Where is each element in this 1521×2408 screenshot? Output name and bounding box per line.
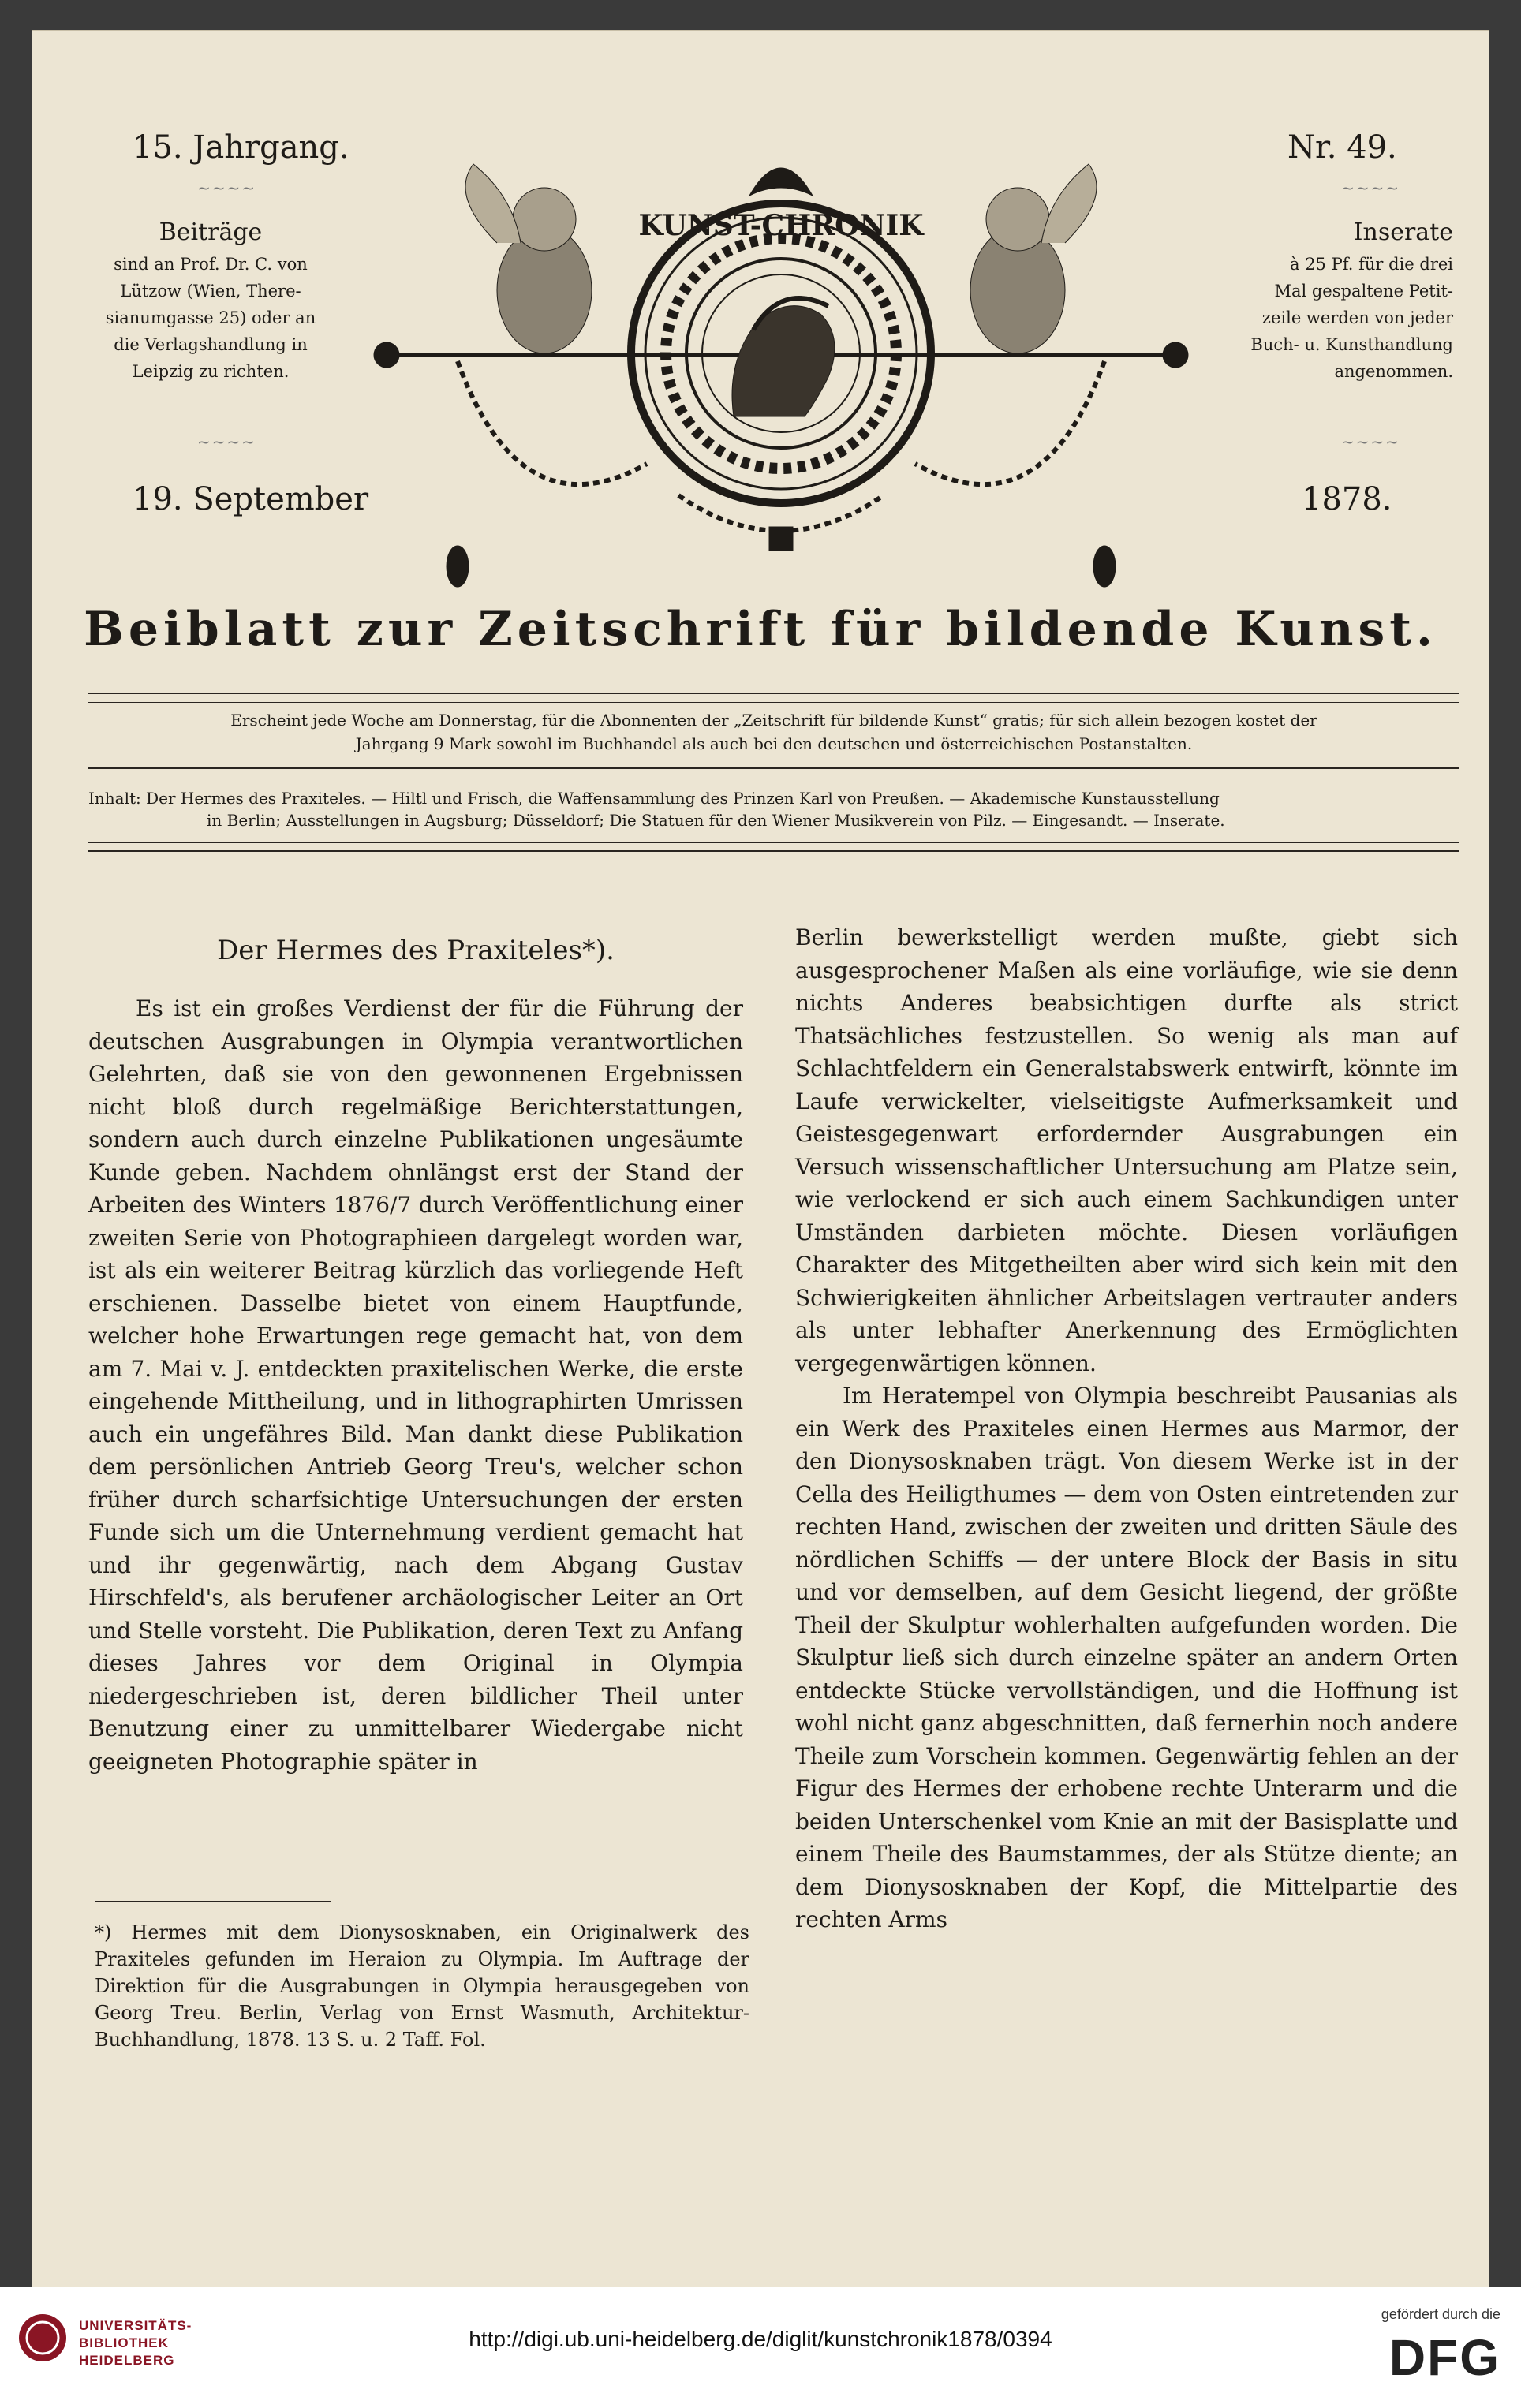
viewer-footer [0, 2287, 1521, 2408]
advertisement-line: angenommen. [1334, 362, 1453, 381]
contributions-line: sind an Prof. Dr. C. von [114, 255, 308, 274]
contributions-line: die Verlagshandlung in [114, 335, 308, 354]
ornament-dash: ~~~~ [197, 178, 257, 197]
contributions-heading: Beiträge [159, 218, 263, 246]
publication-notice-line: Jahrgang 9 Mark sowohl im Buchhandel als auch bei den deutschen und österreichischen Postanstalten. [355, 734, 1193, 753]
divider [88, 702, 1459, 703]
issue-date: 19. September [133, 481, 369, 517]
divider [88, 850, 1459, 852]
ornament-dash: ~~~~ [1341, 432, 1401, 451]
university-name-line: BIBLIOTHEK [79, 2335, 169, 2350]
ornament-dash: ~~~~ [1341, 178, 1401, 197]
masthead-title: Beiblatt zur Zeitschrift für bildende Kunst. [84, 602, 1437, 657]
publication-notice [88, 708, 1459, 756]
issue-year: 1878. [1302, 481, 1392, 517]
volume-label: 15. Jahrgang. [133, 129, 349, 166]
advertisement-line: Mal gespaltene Petit- [1274, 282, 1453, 301]
dfg-logo: DFG [1388, 2329, 1500, 2386]
table-of-contents [88, 787, 1459, 831]
article-paragraph: Im Heratempel von Olympia beschreibt Pausanias als ein Werk des Praxiteles einen Hermes aus Marmor, der den Dionysosknaben trägt. Von diesem Werke ist in der Cella des Heiligthumes — dem von Osten eintretenden zur rechten Hand, zwischen der zweiten und dritten Säule des nördlichen Schiffs — der untere Block der Basis in situ und vor demselben, auf dem Gesicht liegend, der größte Theil der Skulptur wohlerhalten aufgefunden worden. Die Skulptur ließ sich durch einzelne später an andern Orten entdeckte Stücke vervollständigen, und die Hoffnung ist wohl nicht ganz abgeschnitten, daß fernerhin noch andere Theile zum Vorschein kommen. Gegenwärtig fehlen an der Figur des Hermes der erhobene rechte Unterarm und die beiden Unterschenkel vom Knie an mit der Basisplatte und einem Theile des Baumstammes, der als Stütze diente; an dem Dionysosknaben der Kopf, die Mittelpartie des rechten Arms [795, 1383, 1458, 1932]
advertisement-box [1215, 219, 1453, 385]
contributions-line: sianumgasse 25) oder an [105, 308, 316, 327]
ornament-dash: ~~~~ [197, 432, 257, 451]
contributions-line: Lützow (Wien, There- [120, 282, 301, 301]
toc-line: in Berlin; Ausstellungen in Augsburg; Düsseldorf; Die Statuen für den Wiener Musikverein von Pilz. — Eingesandt. — Inserate. [207, 811, 1225, 830]
advertisement-line: Buch- u. Kunsthandlung [1250, 335, 1453, 354]
divider [88, 767, 1459, 769]
advertisement-line: zeile werden von jeder [1261, 308, 1453, 327]
divider [88, 842, 1459, 843]
divider [88, 693, 1459, 694]
contributions-line: Leipzig zu richten. [132, 362, 290, 381]
article-title: Der Hermes des Praxiteles*). [217, 935, 615, 966]
toc-line: Inhalt: Der Hermes des Praxiteles. — Hiltl und Frisch, die Waffensammlung des Prinzen Karl von Preußen. — Akademische Kunstausstellung [88, 789, 1220, 808]
permalink[interactable]: http://digi.ub.uni-heidelberg.de/diglit/kunstchronik1878/0394 [469, 2327, 1052, 2351]
article-paragraph: Berlin bewerkstelligt werden mußte, giebt sich ausgesprochener Maßen als eine vorläufige, wie sie denn nichts Anderes beabsichtigen durfte als strict Thatsächliches festzustellen. So wenig als man auf Schlachtfeldern ein Generalstabswerk entwirft, könnte im Laufe verwickelter, vielseitigste Aufmerksamkeit und Geistesgegenwart erfordernder Ausgrabungen ein Versuch wissenschaftlicher Untersuchung am Platze sein, wie verlockend er sich auch einem Sachkundigen unter Umständen darbieten möchte. Diesen vorläufigen Charakter des Mitgetheilten aber wird sich kein mit den Schwierigkeiten ähnlicher Arbeitslagen vertrauter anders als unter lebhafter Anerkennung des Ermöglichten vergegenwärtigen können. [795, 924, 1458, 1376]
contributions-box [88, 219, 333, 385]
footnote-rule [95, 1901, 331, 1902]
emblem-label: KUNST-CHRONIK [638, 209, 924, 242]
footnote: *) Hermes mit dem Dionysosknaben, ein Originalwerk des Praxiteles gefunden im Heraion zu Olympia. Im Auftrage der Direktion für die Ausgrabungen in Olympia herausgegeben von Georg Treu. Berlin, Verlag von Ernst Wasmuth, Architektur-Buchhandlung, 1878. 13 S. u. 2 Taff. Fol. [95, 1921, 749, 2051]
publication-notice-line: Erscheint jede Woche am Donnerstag, für die Abonnenten der „Zeitschrift für bildende Kunst“ gratis; für sich allein bezogen kostet der [230, 711, 1317, 730]
article-left-column [88, 992, 743, 1778]
newspaper-page [32, 30, 1489, 2287]
kunstchronik-emblem [363, 125, 1199, 598]
article-right-column [795, 921, 1458, 1936]
advertisement-line: à 25 Pf. für die drei [1290, 255, 1453, 274]
issue-number: Nr. 49. [1287, 129, 1397, 166]
university-name-line: UNIVERSITÄTS- [79, 2318, 192, 2333]
funding-text: gefördert durch die [1381, 2306, 1500, 2322]
advertisement-heading: Inserate [1353, 218, 1453, 246]
article-paragraph: Es ist ein großes Verdienst der für die Führung der deutschen Ausgrabungen in Olympia verantwortlichen Gelehrten, daß sie von den gewonnenen Ergebnissen nicht bloß durch regelmäßige Berichterstattungen, sondern auch durch einzelne Publikationen ungesäumte Kunde geben. Nachdem ohnlängst erst der Stand der Arbeiten des Winters 1876/7 durch Veröffentlichung einer zweiten Serie von Photographieen dargelegt worden war, ist als ein weiterer Beitrag kürzlich das vorliegende Heft erschienen. Dasselbe bietet von einem Hauptfunde, welcher hohe Erwartungen rege gemacht hat, von dem am 7. Mai v. J. entdeckten praxitelischen Werke, die erste eingehende Mittheilung, und in lithographirten Umrissen auch ein ungefähres Bild. Man dankt diese Publikation dem persönlichen Antrieb Georg Treu's, welcher schon früher durch scharfsichtige Untersuchungen der ersten Funde sich um die Unternehmung verdient gemacht hat und ihr gegenwärtig, nach dem Abgang Gustav Hirschfeld's, als berufener archäologischer Leiter an Ort und Stelle vorsteht. Die Publikation, deren Text zu Anfang dieses Jahres vor dem Original in Olympia niedergeschrieben ist, deren bildlicher Theil unter Benutzung einer zu unmittelbarer Wiedergabe nicht geeigneten Photographie später in [88, 995, 743, 1775]
university-name-line: HEIDELBERG [79, 2353, 175, 2368]
